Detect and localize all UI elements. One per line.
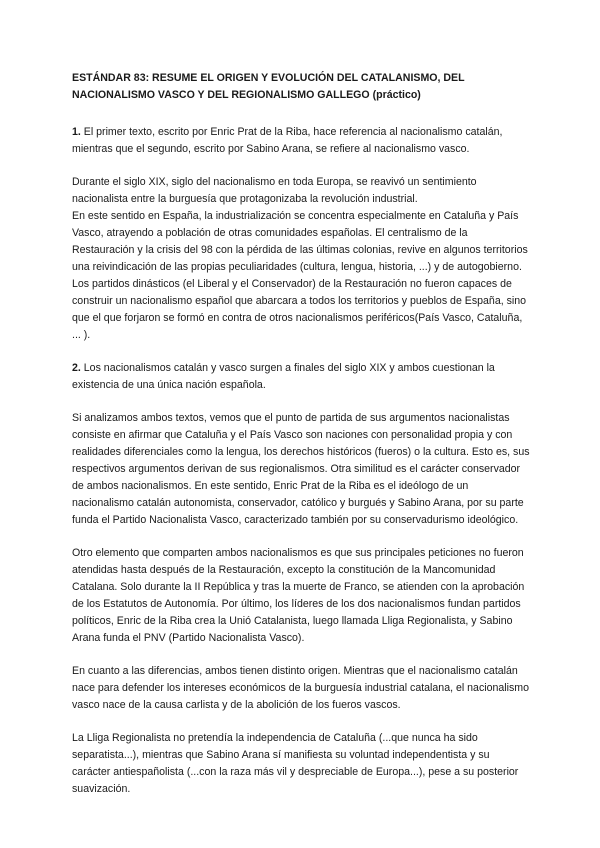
paragraph-1-text: El primer texto, escrito por Enric Prat de la Riba, hace referencia al nacionalismo catalán, mientras que el segundo, escrito por Sabino Arana, se refiere al nacionalismo vasco. bbox=[72, 126, 503, 155]
paragraph-2a: Durante el siglo XIX, siglo del nacionalismo en toda Europa, se reavivó un sentimiento nacionalista entre la burguesía que protagonizaba la revolución industrial. bbox=[72, 176, 477, 205]
paragraph-1 bbox=[72, 124, 530, 158]
paragraph-2b: En este sentido en España, la industrialización se concentra especialmente en Cataluña y País Vasco, atrayendo a población de otras comunidades españolas. El centralismo de la Restauración y la crisis del 98 con la pérdida de las últimas colonias, revive en algunos territorios una reivindicación de las propias peculiaridades (cultura, lengua, historia, ...) y de autogobierno. bbox=[72, 210, 528, 273]
paragraph-3 bbox=[72, 360, 530, 394]
paragraph-5: Otro elemento que comparten ambos nacionalismos es que sus principales peticiones no fueron atendidas hasta después de la Restauración, excepto la constitución de la Mancomunidad Catalana. Solo durante la II República y tras la muerte de Franco, se atienden con la aprobación de los Estatutos de Autonomía. Por último, los líderes de los dos nacionalismos fundan partidos políticos, Enric de la Riba crea la Unió Catalanista, luego llamada Lliga Regionalista, y Sabino Arana funda el PNV (Partido Nacionalista Vasco). bbox=[72, 547, 525, 644]
section-number-2: 2. bbox=[72, 362, 81, 374]
document-title: ESTÁNDAR 83: RESUME EL ORIGEN Y EVOLUCIÓN DEL CATALANISMO, DEL NACIONALISMO VASCO Y DEL REGIONALISMO GALLEGO (práctico) bbox=[72, 72, 465, 101]
paragraph-6: En cuanto a las diferencias, ambos tienen distinto origen. Mientras que el nacionalismo catalán nace para defender los intereses económicos de la burguesía industrial catalana, el nacionalismo vasco nace de la causa carlista y de la abolición de los fueros vascos. bbox=[72, 665, 529, 711]
paragraph-4: Si analizamos ambos textos, vemos que el punto de partida de sus argumentos nacionalistas consiste en afirmar que Cataluña y el País Vasco son naciones con personalidad propia y con realidades diferenciales como la lengua, los derechos históricos (fueros) o la cultura. Esto es, sus respectivos argumentos derivan de sus regionalismos. Otra similitud es el carácter conservador de ambos nacionalismos. En este sentido, Enric Prat de la Riba es el ideólogo de un nacionalismo catalán autonomista, conservador, católico y burgués y Sabino Arana, por su parte funda el Partido Nacionalista Vasco, caracterizado también por su conservadurismo ideológico. bbox=[72, 412, 530, 526]
section-number-1: 1. bbox=[72, 126, 81, 138]
paragraph-3-text: Los nacionalismos catalán y vasco surgen a finales del siglo XIX y ambos cuestionan la existencia de una única nación española. bbox=[72, 362, 495, 391]
paragraph-2c: Los partidos dinásticos (el Liberal y el Conservador) de la Restauración no fueron capaces de construir un nacionalismo español que abarcara a todos los territorios y pueblos de España, sino que el que forjaron se formó en contra de otros nacionalismos periféricos(País Vasco, Cataluña, ... ). bbox=[72, 278, 527, 341]
paragraph-7: La Lliga Regionalista no pretendía la independencia de Cataluña (...que nunca ha sido separatista...), mientras que Sabino Arana sí manifiesta su voluntad independentista y su carácter antiespañolista (...con la raza más vil y despreciable de Europa...), pese a su posterior suavización. bbox=[72, 732, 519, 795]
